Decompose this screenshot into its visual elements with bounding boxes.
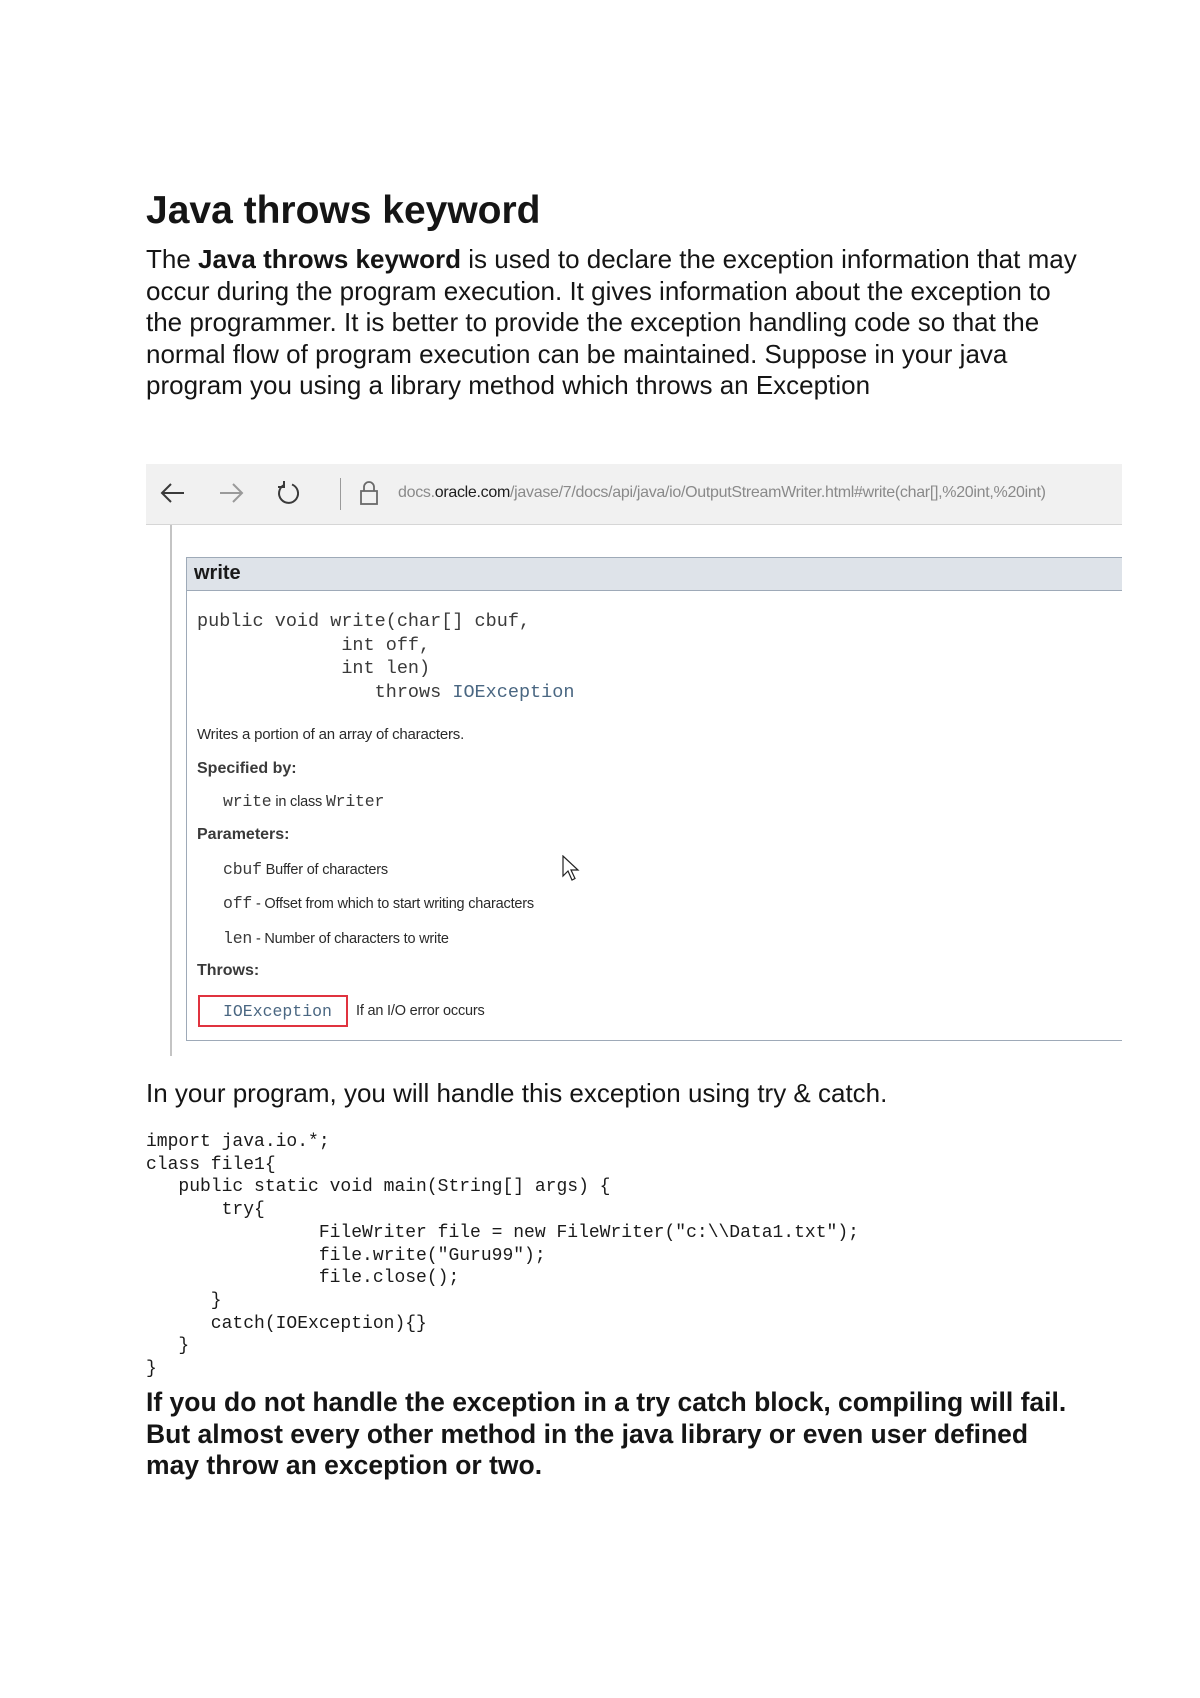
- try-catch-paragraph: In your program, you will handle this exception using try & catch.: [146, 1078, 888, 1108]
- refresh-icon[interactable]: [274, 478, 304, 508]
- signature-text: public void write(char[] cbuf, int off, int len) throws: [197, 611, 531, 703]
- throws-label: Throws:: [197, 962, 260, 979]
- method-header: [187, 558, 1122, 591]
- javadoc-screenshot: [146, 464, 1122, 1056]
- method-name: write: [194, 562, 241, 584]
- mouse-cursor-icon: [562, 855, 580, 881]
- parameter-item: [223, 860, 388, 879]
- parameters-label: Parameters:: [197, 826, 290, 843]
- intro-bold-term: Java throws keyword: [198, 244, 462, 274]
- method-description: Writes a portion of an array of characters.: [197, 726, 465, 743]
- url-path: /javase/7/docs/api/java/io/OutputStreamWriter.html#write(char[],%20int,%20int): [510, 484, 1046, 501]
- url-field[interactable]: [398, 484, 1046, 502]
- throws-exception-link[interactable]: IOException: [223, 1002, 332, 1021]
- closing-paragraph: If you do not handle the exception in a try catch block, compiling will fail. But almost every other method in the java library or even user defined may throw an exception or two.: [146, 1387, 1067, 1480]
- parameter-name: off: [223, 894, 253, 913]
- forward-icon[interactable]: [216, 478, 246, 508]
- parameter-item: [223, 894, 534, 913]
- parameter-desc: Buffer of characters: [261, 862, 388, 878]
- browser-address-bar: [146, 464, 1122, 525]
- intro-text: is used to declare the exception information that may occur during the program execution. It gives information about the exception to the programmer. It is better to provide the exception handling code so that the normal flow of program execution can be maintained. Suppose in your java program you using a library method which throws an Exception: [146, 244, 1077, 400]
- throws-description: If an I/O error occurs: [356, 1003, 485, 1019]
- signature-exception-link[interactable]: IOException: [452, 681, 575, 703]
- specified-by-item: [223, 792, 384, 811]
- parameter-name: len: [223, 929, 253, 948]
- method-signature: [197, 610, 574, 704]
- specified-by-method-link[interactable]: write: [223, 792, 272, 811]
- page-title: Java throws keyword: [146, 189, 541, 232]
- method-detail-box: [186, 557, 1122, 1041]
- lock-icon: [354, 478, 384, 508]
- parameter-item: [223, 929, 449, 948]
- url-domain: oracle.com: [434, 484, 511, 501]
- code-example: import java.io.*; class file1{ public static void main(String[] args) { try{ FileWriter file = new FileWriter("c:\\Data1.txt"); file.write("Guru99"); file.close(); } catch(IOException){} } }: [146, 1132, 859, 1380]
- specified-by-text: in class: [271, 794, 326, 810]
- parameter-desc: - Number of characters to write: [252, 931, 449, 947]
- url-prefix: docs.: [398, 484, 435, 501]
- parameter-desc: - Offset from which to start writing characters: [252, 896, 534, 912]
- back-icon[interactable]: [158, 478, 188, 508]
- intro-prefix: The: [146, 244, 199, 274]
- javadoc-content: [170, 525, 1122, 1056]
- specified-by-class-link[interactable]: Writer: [325, 792, 385, 811]
- parameter-name: cbuf: [223, 860, 262, 879]
- toolbar-divider: [340, 478, 341, 510]
- specified-by-label: Specified by:: [197, 760, 297, 777]
- intro-paragraph: [146, 244, 1086, 402]
